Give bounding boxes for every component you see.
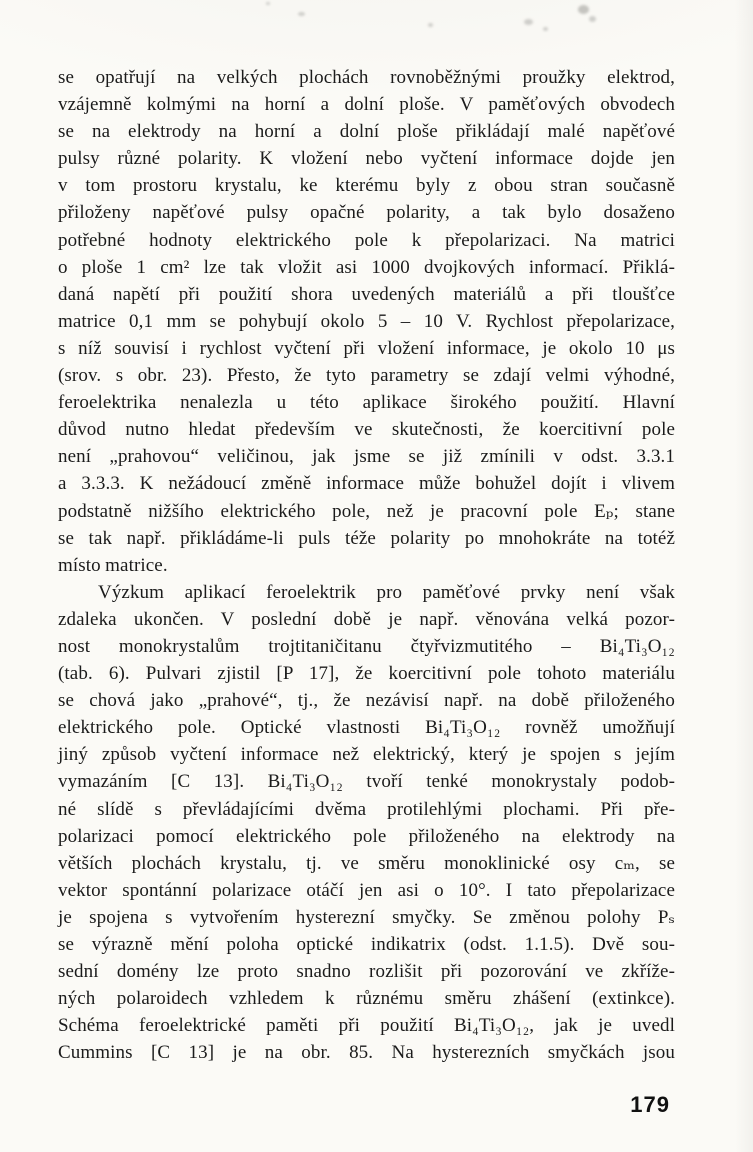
text-line: Schéma feroelektrické paměti při použití Bi₄Ti₃O₁₂, jak je uvedl <box>58 1015 675 1037</box>
text-line: a 3.3.3. K nežádoucí změně informace může bohužel dojít i vlivem <box>58 473 675 495</box>
text-line: vymazáním [C 13]. Bi₄Ti₃O₁₂ tvoří tenké monokrystaly podob- <box>58 771 675 793</box>
text-line: podstatně nižšího elektrického pole, než je pracovní pole Eₚ; stane <box>58 500 675 522</box>
scan-artifact <box>266 2 270 5</box>
scan-artifact <box>298 12 305 16</box>
scan-artifact <box>428 23 433 27</box>
scan-artifact <box>543 27 548 31</box>
scan-artifact <box>589 16 596 22</box>
text-line: (srov. s obr. 23). Přesto, že tyto parametry se zdají velmi výhodné, <box>58 365 675 387</box>
text-line: není „prahovou“ veličinou, jak jsme se již zmínili v odst. 3.3.1 <box>58 446 675 468</box>
text-line: pulsy různé polarity. K vložení nebo vyčtení informace dojde jen <box>58 148 675 170</box>
text-line: místo matrice. <box>58 554 168 576</box>
page-number: 179 <box>630 1092 670 1117</box>
text-line: je spojena s vytvořením hysterezní smyčky. Se změnou polohy Pₛ <box>58 906 675 928</box>
text-line: elektrického pole. Optické vlastnosti Bi₄Ti₃O₁₂ rovněž umožňují <box>58 717 675 739</box>
text-line: větších plochách krystalu, tj. ve směru monoklinické osy cₘ, se <box>58 852 675 874</box>
text-line: daná napětí při použití shora uvedených materiálů a při tloušťce <box>58 283 675 305</box>
text-line-paragraph-start: Výzkum aplikací feroelektrik pro paměťové prvky není však <box>98 581 675 603</box>
text-line: o ploše 1 cm² lze tak vložit asi 1000 dvojkových informací. Přiklá- <box>58 256 675 278</box>
text-line: v tom prostoru krystalu, ke kterému byly z obou stran současně <box>58 175 675 197</box>
text-line: se tak např. přikládáme-li puls téže polarity po mnohokráte na totéž <box>58 527 675 549</box>
text-line: se výrazně mění poloha optické indikatrix (odst. 1.1.5). Dvě sou- <box>58 934 675 955</box>
text-line: jiný způsob vyčtení informace než elektrický, který je spojen s jejím <box>58 744 675 766</box>
text-line: přiloženy napěťové pulsy opačné polarity, a tak bylo dosaženo <box>58 202 675 224</box>
text-line: důvod nutno hledat především ve skutečnosti, že koercitivní pole <box>58 419 675 441</box>
text-line: ných polaroidech vzhledem k různému směru zhášení (extinkce). <box>58 988 675 1010</box>
text-line: vektor spontánní polarizace otáčí jen asi o 10°. I tato přepolarizace <box>58 879 675 901</box>
text-line: polarizaci pomocí elektrického pole přiloženého na elektrody na <box>58 825 675 847</box>
text-line: se chová jako „prahové“, tj., že nezávisí např. na době přiloženého <box>58 690 675 712</box>
text-line: nost monokrystalům trojtitaničitanu čtyřvizmutitého – Bi₄Ti₃O₁₂ <box>58 635 675 657</box>
text-line: vzájemně kolmými na horní a dolní ploše. V paměťových obvodech <box>58 94 675 116</box>
text-line: (tab. 6). Pulvari zjistil [P 17], že koercitivní pole tohoto materiálu <box>58 663 675 685</box>
text-line: Cummins [C 13] je na obr. 85. Na hysterezních smyčkách jsou <box>58 1042 675 1064</box>
text-line: sední domény lze proto snadno rozlišit při pozorování ve zkříže- <box>58 961 675 983</box>
text-line: matrice 0,1 mm se pohybují okolo 5 – 10 V. Rychlost přepolarizace, <box>58 310 675 332</box>
text-line: feroelektrika nenalezla u této aplikace širokého použití. Hlavní <box>58 392 675 414</box>
scan-artifact <box>578 5 589 14</box>
text-line: potřebné hodnoty elektrického pole k přepolarizaci. Na matrici <box>58 229 675 251</box>
text-line: se opatřují na velkých plochách rovnoběžnými proužky elektrod, <box>58 67 675 88</box>
text-line: s níž souvisí i rychlost vyčtení při vložení informace, je okolo 10 μs <box>58 337 675 359</box>
text-line: zdaleka ukončen. V poslední době je např. věnována velká pozor- <box>58 608 675 630</box>
text-line: se na elektrody na horní a dolní ploše přikládají malé napěťové <box>58 121 675 143</box>
body-text <box>58 64 675 1066</box>
scan-artifact <box>524 19 533 25</box>
text-line: né slídě s převládajícími dvěma protilehlými plochami. Při pře- <box>58 798 675 820</box>
